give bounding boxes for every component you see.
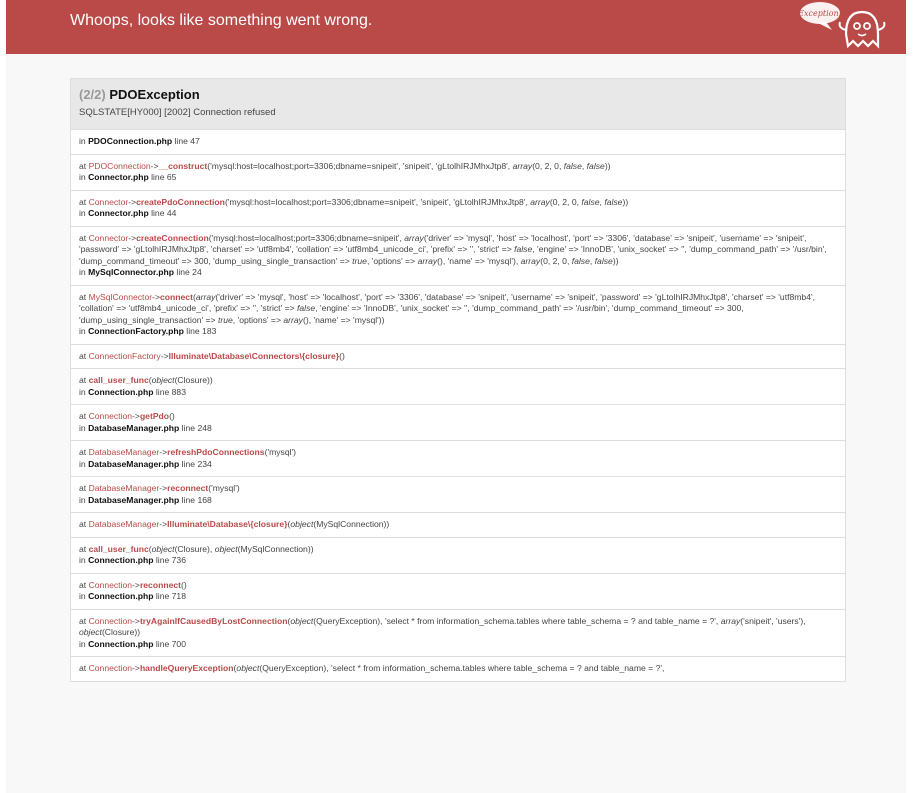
frame-arg: false (594, 255, 613, 266)
frame-location (79, 591, 186, 601)
frame-arg: )) (622, 196, 629, 207)
frame-arg: ( (287, 615, 291, 626)
frame-arrow: -> (128, 232, 137, 243)
exception-message: SQLSTATE[HY000] [2002] Connection refused (79, 107, 276, 118)
frame-line: 718 (171, 591, 186, 601)
frame-arg: (QueryException), 'select * from information_schema.tables where table_schema = ? and table_name = ?', (259, 663, 665, 673)
frame-line: 234 (197, 458, 212, 469)
line-label: line (174, 267, 193, 277)
in-label: in (79, 422, 89, 433)
stack-frame[interactable] (70, 513, 846, 538)
frame-line: 65 (166, 172, 177, 182)
frame-arg: false (581, 196, 600, 207)
frame-class: DatabaseManager (88, 447, 160, 457)
frame-arg: false (571, 255, 590, 266)
frame-arg: ('mysql:host=localhost;port=3306;dbname=snipeit', 'snipeit', 'gLtolhIRJMhxJtp8', (207, 160, 513, 171)
frame-line: 44 (166, 208, 177, 218)
stack-trace (70, 130, 846, 682)
line-label: line (183, 326, 203, 336)
frame-call (79, 351, 837, 363)
page-title: Whoops, looks like something went wrong. (70, 12, 373, 29)
frame-call (79, 663, 837, 675)
frame-function: refreshPdoConnections (167, 447, 265, 457)
stack-frame[interactable] (70, 610, 846, 658)
frame-arg: false (297, 303, 316, 313)
frame-arg: () (169, 411, 175, 421)
frame-arrow: -> (159, 519, 168, 529)
frame-arg: ('mysql') (264, 447, 297, 457)
frame-function: reconnect (139, 579, 182, 590)
frame-arg: array (720, 615, 741, 626)
frame-arg: (), 'name' => 'mysql')) (302, 314, 385, 325)
frame-call (79, 197, 837, 209)
stack-frame[interactable] (70, 657, 846, 682)
exception-panel (70, 78, 846, 682)
frame-arg: () (339, 350, 345, 361)
stack-frame[interactable] (70, 130, 846, 155)
frame-arrow: -> (132, 579, 140, 590)
frame-arg: object (290, 519, 314, 529)
frame-arrow: -> (160, 350, 169, 361)
frame-arg: , 'options' => (366, 255, 418, 266)
frame-file: DatabaseManager.php (88, 494, 180, 505)
frame-location (79, 459, 212, 469)
stack-frame[interactable] (70, 286, 846, 345)
frame-class: ConnectionFactory (88, 350, 161, 361)
logo-text: Exception! (798, 9, 842, 18)
frame-file: Connection.php (88, 591, 154, 601)
error-header (6, 0, 906, 54)
frame-arg: , 'engine' => 'InnoDB', 'unix_socket' => '', 'dump_command_path' => '/usr/bin', 'dump_command_timeout' => 300, 'dump_using_single_transaction' => (79, 244, 827, 266)
frame-location (79, 267, 202, 277)
frame-arg: (), 'name' => 'mysql'), (437, 255, 521, 266)
frame-class: Connection (88, 411, 133, 421)
frame-arg: (QueryException), 'select * from information_schema.tables where table_schema = ? and table_name = ?', (313, 615, 721, 626)
frame-location (79, 423, 212, 433)
frame-arg: , 'options' => (232, 314, 284, 325)
frame-function: reconnect (167, 483, 209, 493)
frame-call (79, 544, 837, 556)
line-label: line (153, 555, 172, 565)
in-label: in (79, 638, 89, 649)
at-label: at (79, 519, 89, 529)
in-label: in (79, 386, 89, 397)
frame-arg: ('mysql:host=localhost;port=3306;dbname=snipeit', (208, 232, 405, 243)
frame-line: 47 (190, 136, 200, 146)
frame-arg: object (290, 615, 314, 626)
frame-arrow: -> (152, 291, 160, 302)
frame-class: Connector (88, 232, 129, 243)
frame-arg: (0, 2, 0, (532, 160, 564, 171)
frame-arg: , (581, 160, 587, 171)
line-label: line (148, 172, 167, 182)
frame-file: Connection.php (88, 555, 154, 565)
frame-arg: (0, 2, 0, (540, 255, 572, 266)
frame-arg: array (520, 255, 541, 266)
frame-line: 736 (171, 555, 186, 565)
frame-arg: array (283, 314, 303, 325)
frame-file: Connection.php (88, 386, 154, 397)
frame-line: 183 (202, 326, 217, 336)
frame-arg: true (352, 255, 367, 266)
frame-call (79, 616, 837, 639)
frame-arg: , (599, 196, 605, 207)
at-label: at (79, 411, 89, 421)
frame-class: Connection (88, 615, 133, 626)
in-label: in (79, 136, 89, 146)
stack-frame[interactable] (70, 405, 846, 441)
ghost-logo (798, 0, 894, 54)
in-label: in (79, 267, 89, 277)
in-label: in (79, 591, 89, 601)
line-label: line (172, 136, 191, 146)
frame-class: Connection (88, 663, 133, 673)
stack-frame[interactable] (70, 574, 846, 610)
frame-location (79, 495, 212, 505)
line-label: line (179, 494, 198, 505)
page-body (6, 54, 906, 793)
frame-arg: object (151, 375, 175, 385)
at-label: at (79, 663, 89, 673)
stack-frame[interactable] (70, 191, 846, 227)
frame-arrow: -> (150, 160, 159, 171)
at-label: at (79, 375, 89, 385)
frame-file: Connection.php (88, 638, 154, 649)
frame-arg: ('snipeit', 'users'), (740, 615, 806, 626)
frame-arrow: -> (128, 196, 137, 207)
frame-arg: false (604, 196, 623, 207)
frame-function: getPdo (139, 411, 170, 421)
frame-arg: (Closure)) (101, 627, 141, 637)
at-label: at (79, 160, 89, 171)
frame-arg: array (404, 232, 424, 243)
frame-arg: ('mysql:host=localhost;port=3306;dbname=snipeit', 'snipeit', 'gLtolhIRJMhxJtp8', (224, 196, 531, 207)
frame-arg: false (563, 160, 582, 171)
in-label: in (79, 494, 89, 505)
stack-frame[interactable] (70, 345, 846, 370)
frame-file: Connector.php (88, 208, 149, 218)
stack-frame[interactable] (70, 369, 846, 405)
at-label: at (79, 232, 89, 243)
frame-arg: ( (233, 663, 237, 673)
line-label: line (148, 208, 167, 218)
frame-arg: ('mysql') (208, 483, 240, 493)
frame-arg: (MySqlConnection)) (237, 543, 314, 554)
frame-line: 168 (197, 494, 212, 505)
frame-call (79, 483, 837, 495)
frame-class: MySqlConnector (88, 291, 153, 302)
frame-call (79, 161, 837, 173)
frame-function: __construct (158, 160, 208, 171)
frame-call (79, 292, 837, 327)
frame-location (79, 555, 186, 565)
stack-frame[interactable] (70, 538, 846, 574)
frame-class: Connector (88, 196, 129, 207)
in-label: in (79, 172, 89, 182)
frame-line: 24 (192, 267, 202, 277)
frame-file: Connector.php (88, 172, 149, 182)
frame-arrow: -> (132, 663, 140, 673)
frame-arg: ('driver' => 'mysql', 'host' => 'localhost', 'port' => '3306', 'database' => 'snipeit', 'username' => 'snipeit', 'password' => 'gLtolhIRJMhxJtp8', 'charset' => 'utf8mb4', 'collation' => 'utf8mb4_unicode_ci', 'prefix' => '', 'strict' => (79, 232, 807, 254)
exception-count: (2/2) (79, 87, 106, 102)
at-label: at (79, 579, 89, 590)
at-label: at (79, 483, 89, 493)
frame-class: DatabaseManager (88, 519, 160, 529)
frame-arg: object (236, 663, 260, 673)
frame-arg: ( (148, 543, 152, 554)
frame-function: Illuminate\Database\Connectors\{closure} (168, 350, 340, 361)
in-label: in (79, 326, 89, 336)
frame-call (79, 375, 837, 387)
frame-arg: , 'engine' => 'InnoDB', 'unix_socket' => '', 'dump_command_path' => '/usr/bin', 'dump_command_timeout' => 300, 'dump_using_single_transaction' => (79, 303, 744, 325)
frame-arg: )) (612, 255, 619, 266)
frame-call (79, 233, 837, 268)
at-label: at (79, 543, 89, 554)
frame-file: PDOConnection.php (88, 136, 173, 146)
frame-file: DatabaseManager.php (88, 422, 180, 433)
in-label: in (79, 555, 89, 565)
frame-location (79, 639, 186, 649)
exception-class: PDOException (109, 87, 200, 102)
frame-line: 700 (171, 638, 186, 649)
frame-file: ConnectionFactory.php (88, 326, 184, 336)
frame-arg: , (589, 255, 595, 266)
frame-line: 883 (171, 386, 186, 397)
frame-arg: (MySqlConnection)) (313, 519, 390, 529)
in-label: in (79, 458, 89, 469)
at-label: at (79, 447, 89, 457)
frame-arg: false (586, 160, 605, 171)
stack-frame[interactable] (70, 441, 846, 477)
stack-frame[interactable] (70, 155, 846, 191)
frame-arg: ( (192, 291, 196, 302)
frame-function: connect (159, 291, 193, 302)
frame-file: DatabaseManager.php (88, 458, 180, 469)
frame-line: 248 (197, 422, 212, 433)
at-label: at (79, 615, 89, 626)
frame-arg: object (214, 543, 238, 554)
exception-header (70, 78, 846, 130)
frame-arg: object (151, 543, 175, 554)
line-label: line (179, 422, 198, 433)
line-label: line (153, 638, 172, 649)
frame-location (79, 208, 176, 218)
line-label: line (153, 591, 172, 601)
frame-function: createConnection (136, 232, 209, 243)
frame-function: createPdoConnection (136, 196, 225, 207)
frame-arg: array (530, 196, 550, 207)
frame-function: Illuminate\Database\{closure} (167, 519, 288, 529)
at-label: at (79, 350, 89, 361)
stack-frame[interactable] (70, 227, 846, 286)
in-label: in (79, 208, 89, 218)
frame-arg: false (514, 244, 533, 254)
frame-class: Connection (88, 579, 133, 590)
frame-function: handleQueryException (139, 663, 234, 673)
frame-location (79, 172, 176, 182)
at-label: at (79, 196, 89, 207)
frame-arg: ( (148, 375, 152, 385)
frame-arrow: -> (132, 615, 140, 626)
frame-function: tryAgainIfCausedByLostConnection (139, 615, 288, 626)
frame-arg: (Closure), (174, 543, 215, 554)
frame-location (79, 136, 200, 146)
frame-class: DatabaseManager (88, 483, 160, 493)
frame-arg: () (181, 579, 187, 590)
frame-arrow: -> (132, 411, 140, 421)
frame-file: MySqlConnector.php (88, 267, 175, 277)
line-label: line (179, 458, 198, 469)
frame-arg: ('driver' => 'mysql', 'host' => 'localhost', 'port' => '3306', 'database' => 'snipeit', 'username' => 'snipeit', 'password' => 'gLtolhIRJMhxJtp8', 'charset' => 'utf8mb4', 'collation' => 'utf8mb4_unicode_ci', 'prefix' => '', 'strict' => (79, 291, 816, 313)
frame-function: call_user_func (88, 543, 149, 554)
frame-arg: (Closure)) (174, 375, 213, 385)
frame-arg: object (79, 627, 102, 637)
frame-arg: array (512, 160, 533, 171)
frame-arg: array (417, 255, 438, 266)
frame-call (79, 519, 837, 531)
frame-call (79, 411, 837, 423)
frame-arrow: -> (159, 483, 168, 493)
frame-arg: )) (604, 160, 611, 171)
frame-arg: ( (287, 519, 291, 529)
frame-arg: array (195, 291, 216, 302)
frame-arg: true (217, 314, 233, 325)
at-label: at (79, 291, 89, 302)
frame-location (79, 387, 186, 397)
frame-call (79, 447, 837, 459)
stack-frame[interactable] (70, 477, 846, 513)
frame-location (79, 326, 216, 336)
frame-arrow: -> (159, 447, 168, 457)
frame-function: call_user_func (88, 375, 149, 385)
frame-class: PDOConnection (88, 160, 151, 171)
frame-arg: (0, 2, 0, (549, 196, 582, 207)
frame-call (79, 580, 837, 592)
line-label: line (153, 386, 172, 397)
